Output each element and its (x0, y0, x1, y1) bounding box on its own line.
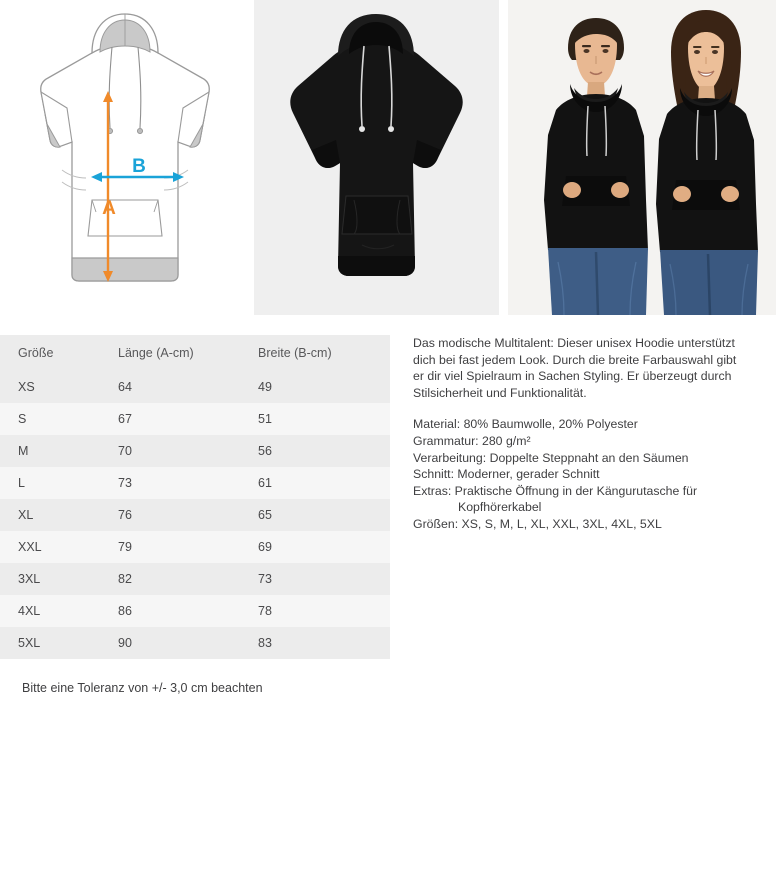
models-wearing-hoodies-photo (508, 0, 776, 315)
black-hoodie-photo (254, 0, 499, 315)
spacer (413, 401, 750, 416)
description-extras-continued: Kopfhörerkabel (458, 500, 542, 515)
cell-width: 56 (240, 435, 390, 467)
description-verarbeitung: Verarbeitung: Doppelte Steppnaht an den Säumen (413, 450, 689, 465)
cell-size: 3XL (0, 563, 100, 595)
cell-size: 5XL (0, 627, 100, 659)
size-table (0, 335, 390, 659)
cell-width: 65 (240, 499, 390, 531)
cell-width: 78 (240, 595, 390, 627)
table-row (0, 595, 390, 627)
table-header-row (0, 335, 390, 371)
cell-size: M (0, 435, 100, 467)
description-material: Material: 80% Baumwolle, 20% Polyester (413, 417, 638, 432)
description-grammatur: Grammatur: 280 g/m² (413, 433, 531, 448)
cell-length: 67 (100, 403, 240, 435)
size-table-wrap (0, 335, 390, 695)
measurement-label-b: B (132, 156, 146, 177)
cell-length: 64 (100, 371, 240, 403)
cell-size: XL (0, 499, 100, 531)
cell-length: 82 (100, 563, 240, 595)
cell-length: 76 (100, 499, 240, 531)
header-size: Größe (0, 335, 100, 371)
table-row (0, 435, 390, 467)
header-length: Länge (A-cm) (100, 335, 240, 371)
table-row (0, 403, 390, 435)
tolerance-note: Bitte eine Toleranz von +/- 3,0 cm beachten (22, 681, 263, 695)
table-row (0, 531, 390, 563)
cell-width: 83 (240, 627, 390, 659)
cell-size: L (0, 467, 100, 499)
description-groessen: Größen: XS, S, M, L, XL, XXL, 3XL, 4XL, 5XL (413, 516, 662, 531)
cell-size: XS (0, 371, 100, 403)
description-intro: Das modische Multitalent: Dieser unisex Hoodie unterstützt dich bei fast jedem Look. Durch die breite Farbauswahl gibt er dir viel Spielraum in Sachen Styling. Er überzeugt durch Stilsicherheit und Funktionalität. (413, 336, 737, 400)
cell-size: S (0, 403, 100, 435)
details-section (0, 335, 777, 695)
table-row (0, 499, 390, 531)
cell-width: 73 (240, 563, 390, 595)
description-schnitt: Schnitt: Moderner, gerader Schnitt (413, 467, 600, 482)
models-photo-card (508, 0, 776, 315)
cell-length: 73 (100, 467, 240, 499)
table-row (0, 563, 390, 595)
hoodie-technical-drawing-icon (0, 0, 245, 315)
cell-size: XXL (0, 531, 100, 563)
product-description (390, 335, 750, 695)
header-width: Breite (B-cm) (240, 335, 390, 371)
cell-length: 90 (100, 627, 240, 659)
cell-length: 79 (100, 531, 240, 563)
image-row (0, 0, 777, 315)
product-photo-card (254, 0, 499, 315)
cell-width: 49 (240, 371, 390, 403)
table-row (0, 627, 390, 659)
cell-size: 4XL (0, 595, 100, 627)
cell-width: 69 (240, 531, 390, 563)
cell-length: 70 (100, 435, 240, 467)
technical-drawing-card (0, 0, 245, 315)
cell-width: 51 (240, 403, 390, 435)
measurement-label-a: A (102, 198, 116, 219)
cell-length: 86 (100, 595, 240, 627)
table-row (0, 467, 390, 499)
table-row (0, 371, 390, 403)
cell-width: 61 (240, 467, 390, 499)
description-extras: Extras: Praktische Öffnung in der Kängurutasche für (413, 483, 698, 498)
